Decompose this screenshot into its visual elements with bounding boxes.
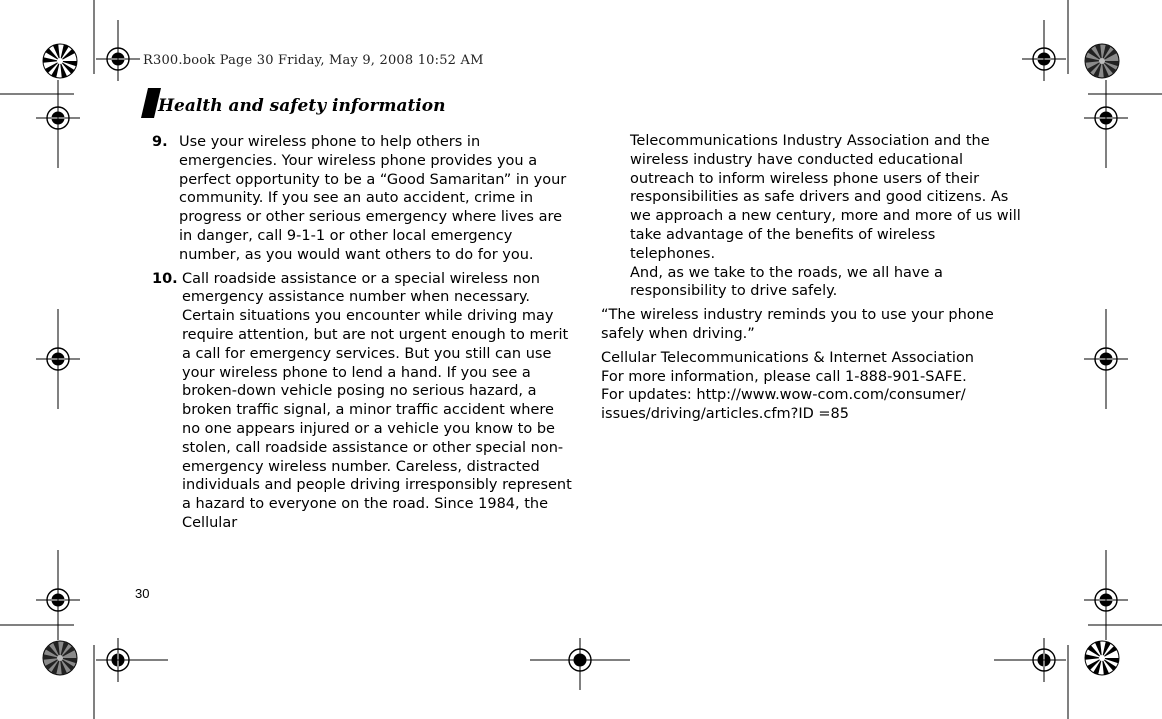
item-text: Call roadside assistance or a special wireless non emergency assistance number when necessary. Certain situations you encounter while driving may require attention, but are not urgent enough to merit a call for emergency services. But you still can use your wireless phone to lend a hand. If you see a broken-down vehicle posing no serious hazard, a broken traffic signal, a minor traffic accident where no one appears injured or a vehicle you know to be stolen, call roadside assistance or other special non-emergency wireless number. Careless, distracted individuals and people driving irresponsibly represent a hazard to everyone on the road. Since 1984, the Cellular — [182, 270, 572, 531]
continuation-paragraph: And, as we take to the roads, we all have a responsibility to drive safely. — [630, 264, 943, 300]
quote-paragraph: “The wireless industry reminds you to use your phone safely when driving.” — [601, 307, 994, 342]
list-item-10 — [152, 270, 572, 533]
contact-url: For updates: http://www.wow-com.com/consumer/ — [601, 387, 966, 404]
contact-block — [601, 349, 1021, 424]
section-title: Health and safety information — [158, 96, 446, 116]
page-number: 30 — [135, 586, 150, 601]
item-10-continuation — [601, 132, 1021, 301]
continuation-paragraph: Telecommunications Industry Association and the wireless industry have conducted educational outreach to inform wireless phone users of their responsibilities as safe drivers and good citizens. As we approach a new century, more and more of us will take advantage of the benefits of wireless telephones. — [630, 133, 1021, 262]
book-header: R300.book Page 30 Friday, May 9, 2008 10:52 AM — [143, 53, 484, 68]
left-column — [152, 133, 572, 538]
contact-organization: Cellular Telecommunications & Internet Association — [601, 349, 974, 366]
item-text: Use your wireless phone to help others in emergencies. Your wireless phone provides you a perfect opportunity to be a “Good Samaritan” in your community. If you see an auto accident, crime in progress or other serious emergency where lives are in danger, call 9-1-1 or other local emergency number, as you would want others to do for you. — [179, 134, 567, 263]
contact-url-cont: issues/driving/articles.cfm?ID =85 — [601, 406, 849, 423]
item-number: 9. — [152, 134, 168, 150]
list-item-9 — [152, 133, 572, 265]
contact-phone: For more information, please call 1-888-901-SAFE. — [601, 368, 967, 385]
item-number: 10. — [152, 270, 178, 287]
right-column — [601, 132, 1021, 429]
